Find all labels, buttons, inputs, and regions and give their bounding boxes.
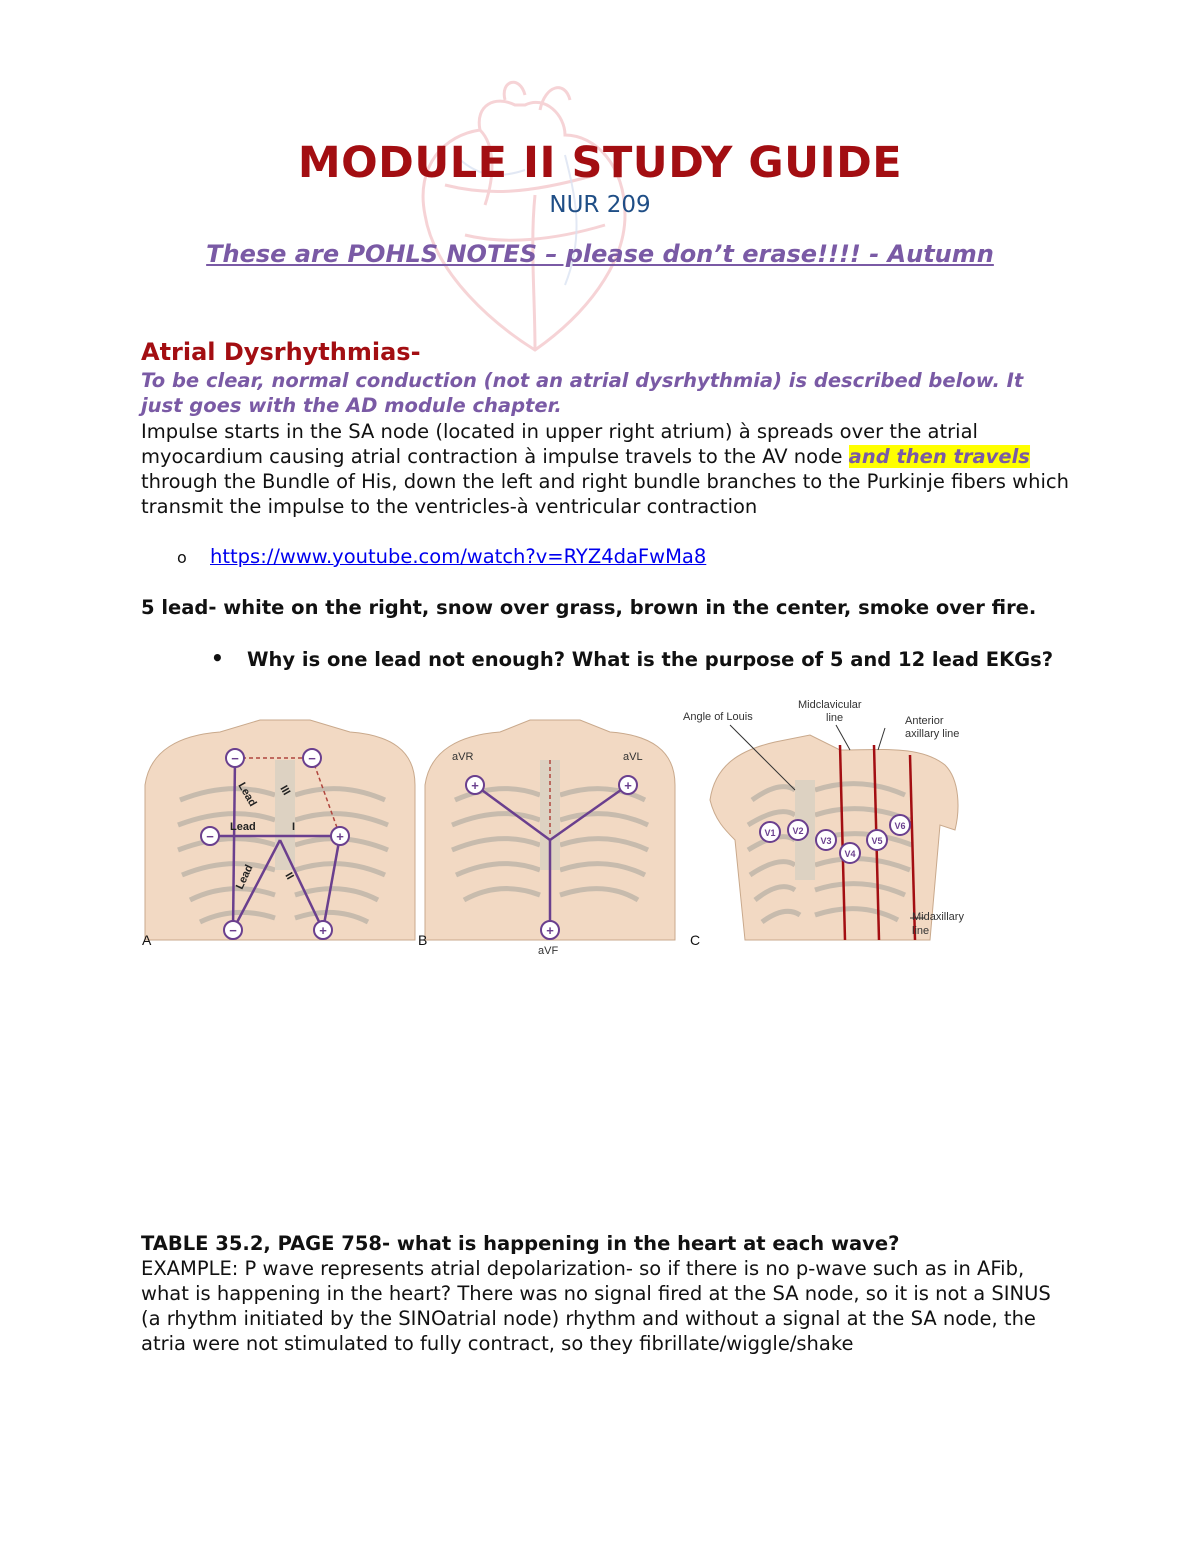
electrode-sign: −: [231, 751, 239, 766]
five-lead-mnemonic: 5 lead- white on the right, snow over grass, brown in the center, smoke over fire.: [141, 596, 1037, 619]
panel-letter: A: [142, 932, 152, 948]
avl-label: aVL: [623, 751, 643, 763]
midclavicular-label-line: line: [826, 712, 844, 724]
author-note: These are POHLS NOTES – please don’t erase!!!! - Autumn: [206, 240, 994, 268]
course-code: NUR 209: [549, 192, 651, 218]
chest-electrode-label: V2: [792, 826, 804, 836]
anterior-axillary-label: Anterior: [905, 715, 944, 727]
example-paragraph: EXAMPLE: P wave represents atrial depolarization- so if there is no p-wave such as in AFib, what is happening in the heart? There was no signal fired at the SA node, so it is not a SINUS (a rhythm initiated by the SINOatrial node) rhythm and without a signal at the SA node, the atria were not stimulated to fully contract, so they fibrillate/wiggle/shake: [141, 1257, 1051, 1355]
impulse-paragraph: [141, 419, 1071, 519]
lead-label: I: [292, 821, 296, 833]
angle-of-louis-label: Angle of Louis: [683, 711, 753, 723]
panel-b: [418, 720, 675, 957]
electrode-sign: +: [336, 829, 344, 844]
lead-label: Lead: [233, 862, 256, 892]
avf-label: aVF: [538, 945, 559, 957]
heart-watermark: [295, 75, 715, 375]
section-heading: Atrial Dysrhythmias-: [141, 338, 421, 366]
sub-bullet-marker: o: [177, 548, 187, 567]
panel-letter: C: [690, 932, 701, 948]
clarification-text: To be clear, normal conduction (not an atrial dysrhythmia) is described below. It just goes with the AD module chapter.: [141, 369, 1024, 417]
midaxillary-label: Midaxillary: [912, 911, 964, 923]
lead-label: II: [282, 870, 296, 882]
electrode-sign: +: [471, 778, 479, 793]
panel-a: [142, 720, 415, 948]
chest-electrode-label: V5: [871, 836, 883, 846]
lead-question: Why is one lead not enough? What is the purpose of 5 and 12 lead EKGs?: [247, 648, 1054, 671]
electrode-sign: −: [229, 923, 237, 938]
lead-label: Lead: [235, 780, 259, 809]
electrode-sign: +: [624, 778, 632, 793]
impulse-text-before: Impulse starts in the SA node (located in upper right atrium) à spreads over the atrial myocardium causing atrial contraction à impulse travels to the AV node: [141, 420, 978, 468]
lead-label: III: [277, 783, 293, 798]
avr-label: aVR: [452, 751, 474, 763]
bullet-marker: •: [211, 646, 224, 670]
electrode-sign: −: [206, 829, 214, 844]
chest-electrode-label: V3: [820, 836, 832, 846]
youtube-link[interactable]: https://www.youtube.com/watch?v=RYZ4daFwMa8: [210, 545, 707, 568]
electrode-sign: +: [319, 923, 327, 938]
page-title: MODULE II STUDY GUIDE: [297, 138, 903, 188]
panel-c: [683, 699, 964, 948]
panel-letter: B: [418, 932, 428, 948]
lead-label: Lead: [230, 821, 256, 833]
midaxillary-label-line: line: [912, 925, 930, 937]
table-question: TABLE 35.2, PAGE 758- what is happening in the heart at each wave?: [141, 1232, 900, 1255]
ekg-lead-figure: [140, 690, 980, 965]
electrode-sign: −: [308, 751, 316, 766]
anterior-axillary-label-line: axillary line: [905, 728, 960, 740]
impulse-text-after: through the Bundle of His, down the left and right bundle branches to the Purkinje fibers which transmit the impulse to the ventricles-à ventricular contraction: [141, 470, 1069, 518]
highlighted-text: and then travels: [848, 445, 1030, 468]
chest-electrode-label: V1: [764, 828, 776, 838]
chest-electrode-label: V4: [844, 849, 856, 859]
chest-electrode-label: V6: [894, 821, 906, 831]
electrode-sign: +: [546, 923, 554, 938]
midclavicular-label: Midclavicular: [798, 699, 862, 711]
